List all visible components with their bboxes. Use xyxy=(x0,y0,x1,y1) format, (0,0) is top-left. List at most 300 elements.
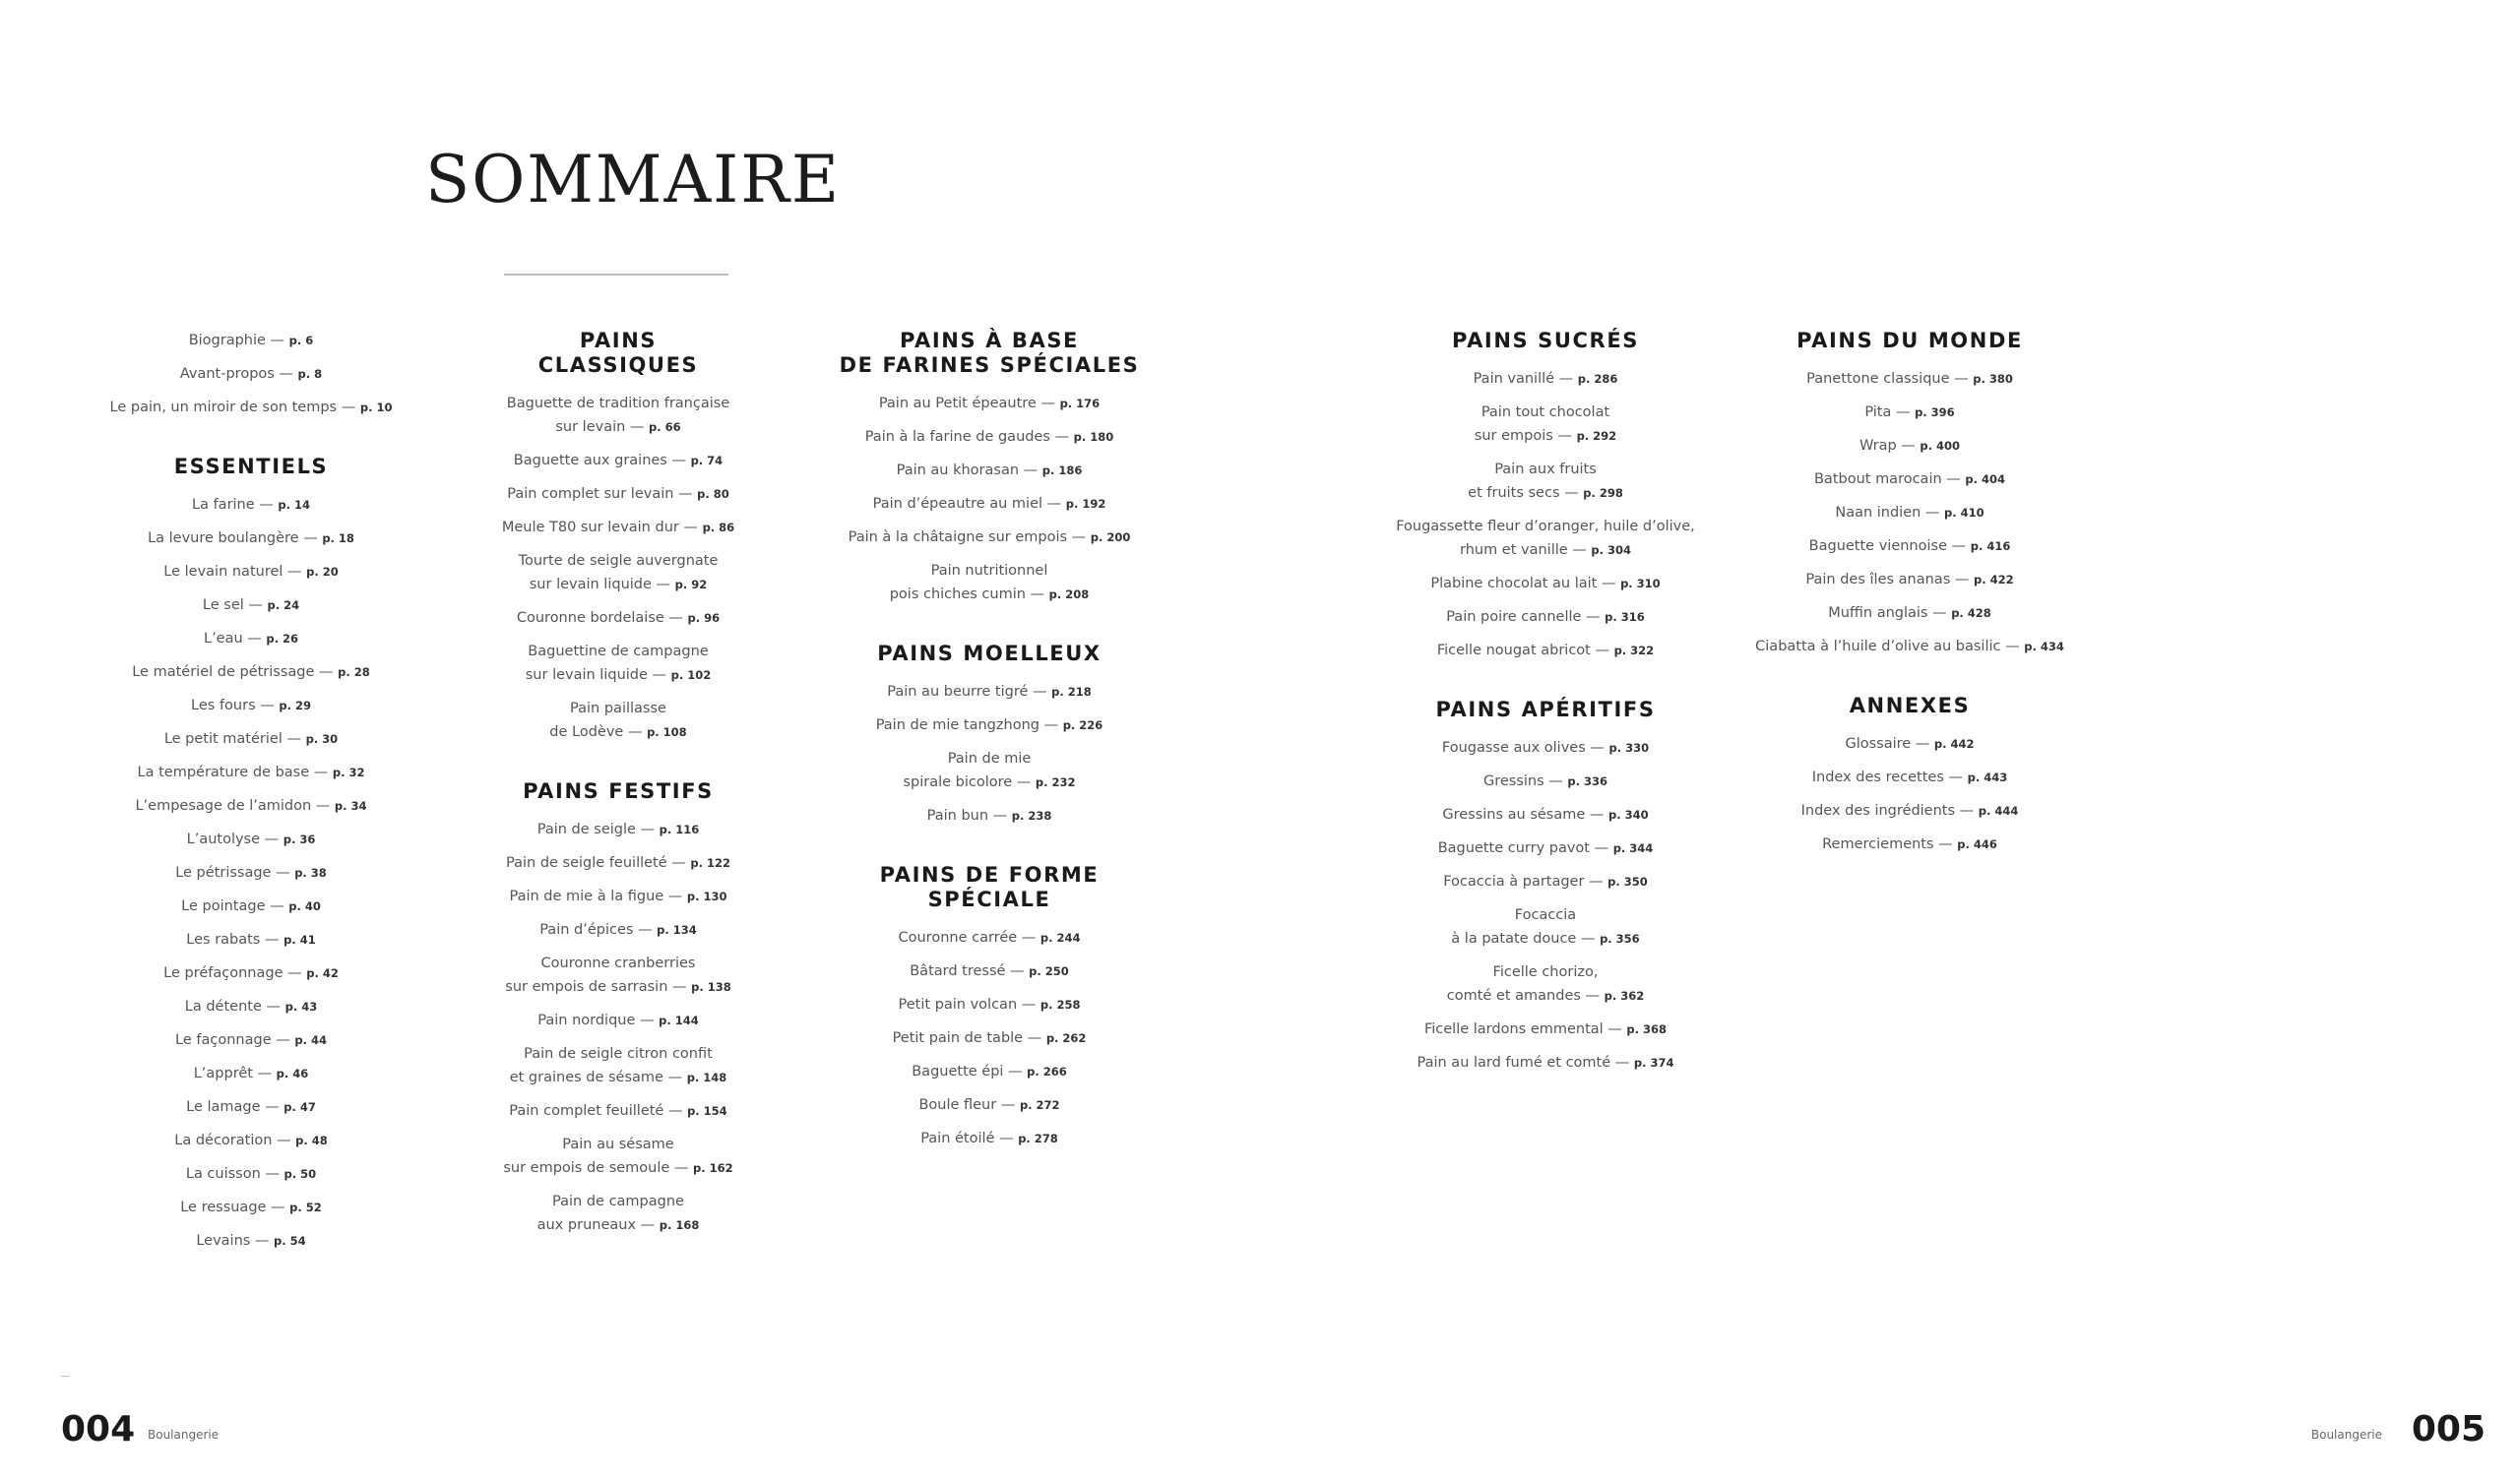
toc-entry xyxy=(103,828,399,851)
toc-entry xyxy=(103,694,399,717)
entry-page-ref: p. 278 xyxy=(1018,1132,1058,1145)
entry-page-ref: p. 74 xyxy=(690,454,724,467)
entry-title: Pain au sésame xyxy=(562,1137,674,1152)
entry-page-ref: p. 43 xyxy=(284,1000,318,1014)
entry-title: Pain au khorasan xyxy=(896,463,1020,478)
toc-entry xyxy=(832,713,1147,737)
entry-page-ref: p. 54 xyxy=(274,1234,306,1248)
entry-title-line: Baguette viennoise — p. 416 xyxy=(1808,538,2011,554)
entry-title-line: de Lodève — p. 108 xyxy=(549,724,687,740)
entry-title-line: Pain au beurre tigré — p. 218 xyxy=(887,684,1092,700)
entry-page-ref: p. 262 xyxy=(1045,1031,1087,1045)
entry-title: Baguette aux graines xyxy=(513,453,667,468)
entry-title: spirale bicolore xyxy=(903,774,1013,790)
entry-page-ref: p. 116 xyxy=(659,823,700,836)
entry-page-ref: p. 186 xyxy=(1041,463,1083,477)
entry-title: L’eau xyxy=(203,631,243,647)
entry-title: Ciabatta à l’huile d’olive au basilic xyxy=(1755,639,2001,654)
entry-title: Pain de mie tangzhong xyxy=(875,717,1040,733)
entry-page-ref: p. 396 xyxy=(1915,405,1955,419)
section-heading-line: PAINS xyxy=(579,329,658,352)
entry-title: Pain bun xyxy=(926,808,989,824)
entry-page-ref: p. 336 xyxy=(1567,774,1607,788)
toc-column-1 xyxy=(103,329,399,1288)
toc-entry xyxy=(1378,458,1713,505)
toc-entry xyxy=(1378,836,1713,860)
section-heading-line: ESSENTIELS xyxy=(173,455,329,478)
entry-title-line: Pain bun — p. 238 xyxy=(926,808,1052,824)
entry-title-line: Remerciements — p. 446 xyxy=(1822,836,1997,852)
entry-title: Gressins au sésame xyxy=(1442,807,1586,823)
entry-page-ref: p. 42 xyxy=(306,966,339,980)
section-heading xyxy=(832,329,1147,378)
toc-section xyxy=(1742,694,2077,856)
toc-entry xyxy=(471,885,766,908)
entry-title: Pain étoilé xyxy=(920,1131,995,1146)
entry-title: Pain de mie à la figue xyxy=(509,889,664,904)
entry-title: sur levain xyxy=(555,419,626,435)
entry-title-line: sur levain liquide — p. 102 xyxy=(525,667,712,683)
entry-title-line: Bâtard tressé — p. 250 xyxy=(910,963,1069,979)
entry-title-line: Le pointage — p. 40 xyxy=(181,898,321,914)
entry-page-ref: p. 192 xyxy=(1065,497,1106,511)
toc-entry xyxy=(832,804,1147,828)
entry-page-ref: p. 226 xyxy=(1062,718,1103,732)
section-heading xyxy=(1742,694,2077,718)
toc-column-2 xyxy=(471,329,766,1272)
entry-title: Focaccia à partager xyxy=(1443,874,1585,890)
entry-title-line: Pain de mie à la figue — p. 130 xyxy=(509,889,727,904)
entry-title-line: Les rabats — p. 41 xyxy=(186,932,316,948)
section-heading-line: PAINS À BASE xyxy=(899,329,1080,352)
entry-page-ref: p. 86 xyxy=(702,521,735,534)
entry-title: Meule T80 sur levain dur xyxy=(501,520,679,535)
entry-page-ref: p. 30 xyxy=(305,732,339,746)
entry-title-line: Biographie — p. 6 xyxy=(188,333,314,348)
entry-title: Baguette curry pavot xyxy=(1437,840,1590,856)
toc-entry xyxy=(103,961,399,985)
toc-entry xyxy=(1742,568,2077,591)
entry-page-ref: p. 400 xyxy=(1920,439,1961,453)
toc-entry xyxy=(1742,467,2077,491)
section-heading-line: CLASSIQUES xyxy=(537,353,699,377)
entry-page-ref: p. 130 xyxy=(686,890,727,903)
entry-title-line: Petit pain volcan — p. 258 xyxy=(898,997,1081,1013)
toc-entry xyxy=(103,362,399,386)
toc-entry xyxy=(1378,605,1713,629)
entry-title: Bâtard tressé xyxy=(910,963,1006,979)
section-heading xyxy=(832,863,1147,912)
entry-title: L’autolyse xyxy=(186,832,261,847)
entry-title-line: Pain à la châtaigne sur empois — p. 200 xyxy=(848,529,1131,545)
toc-entry xyxy=(471,1133,766,1180)
entry-title: et fruits secs xyxy=(1468,485,1560,501)
section-heading-line: SPÉCIALE xyxy=(927,888,1051,911)
entry-title-line: Couronne bordelaise — p. 96 xyxy=(516,610,721,626)
entry-page-ref: p. 340 xyxy=(1608,808,1649,822)
entry-title: Pain de mie xyxy=(947,751,1032,767)
entry-title-line xyxy=(1378,458,1713,481)
toc-entry xyxy=(471,392,766,439)
page-mark xyxy=(61,1376,69,1377)
entry-title: Tourte de seigle auvergnate xyxy=(518,553,719,569)
toc-entry xyxy=(1742,766,2077,789)
entry-page-ref: p. 304 xyxy=(1591,543,1632,557)
entry-title: Pain d’épeautre au miel xyxy=(872,496,1043,512)
toc-entry xyxy=(832,993,1147,1017)
section-heading xyxy=(832,642,1147,666)
section-heading-line: PAINS DE FORME xyxy=(879,863,1100,887)
entry-page-ref: p. 444 xyxy=(1978,804,2019,818)
toc-entry xyxy=(103,1062,399,1085)
entry-title: Ficelle chorizo, xyxy=(1492,964,1599,980)
entry-page-ref: p. 404 xyxy=(1965,472,2005,486)
toc-entry xyxy=(1378,770,1713,793)
entry-title: sur levain liquide xyxy=(525,667,648,683)
toc-entry xyxy=(832,459,1147,482)
entry-title-line xyxy=(1378,515,1713,538)
entry-title-line xyxy=(471,1042,766,1066)
entry-page-ref: p. 272 xyxy=(1019,1098,1060,1112)
entry-title: Muffin anglais xyxy=(1828,605,1928,621)
toc-entry xyxy=(103,727,399,751)
entry-title-line: L’autolyse — p. 36 xyxy=(186,832,316,847)
entry-title: Le petit matériel xyxy=(163,731,283,747)
entry-page-ref: p. 28 xyxy=(338,665,370,679)
toc-entry xyxy=(471,1042,766,1089)
entry-title: Biographie xyxy=(188,333,266,348)
entry-page-ref: p. 108 xyxy=(647,725,687,739)
toc-entry xyxy=(1378,903,1713,951)
toc-entry xyxy=(1742,601,2077,625)
entry-page-ref: p. 322 xyxy=(1613,644,1655,657)
entry-title: sur empois de sarrasin xyxy=(505,979,668,995)
entry-title-line: Le pain, un miroir de son temps — p. 10 xyxy=(109,400,393,415)
entry-title-line xyxy=(1378,960,1713,984)
entry-title-line: Pain complet sur levain — p. 80 xyxy=(507,486,729,502)
entry-page-ref: p. 362 xyxy=(1604,989,1645,1003)
entry-title-line: La farine — p. 14 xyxy=(192,497,310,513)
entry-page-ref: p. 154 xyxy=(687,1104,727,1118)
entry-page-ref: p. 134 xyxy=(657,923,697,937)
entry-page-ref: p. 26 xyxy=(266,632,298,646)
section-heading xyxy=(103,455,399,479)
toc-entry xyxy=(103,794,399,818)
entry-page-ref: p. 434 xyxy=(2024,640,2064,653)
entry-title-line: spirale bicolore — p. 232 xyxy=(903,774,1076,790)
entry-page-ref: p. 443 xyxy=(1967,771,2008,784)
entry-title: La température de base xyxy=(137,765,310,780)
toc-section xyxy=(103,329,399,419)
entry-title-line: Pain de seigle feuilleté — p. 122 xyxy=(506,855,730,871)
toc-entry xyxy=(1378,1051,1713,1075)
entry-page-ref: p. 122 xyxy=(690,856,730,870)
entry-title-line xyxy=(471,952,766,975)
entry-title-line: La température de base — p. 32 xyxy=(137,765,365,780)
entry-title-line: aux pruneaux — p. 168 xyxy=(536,1217,700,1233)
entry-title-line: Pita — p. 396 xyxy=(1864,404,1955,420)
entry-title: Fougasse aux olives xyxy=(1441,740,1586,756)
toc-entry xyxy=(832,926,1147,950)
entry-page-ref: p. 416 xyxy=(1970,539,2011,553)
toc-entry xyxy=(832,392,1147,415)
entry-title: Panettone classique xyxy=(1806,371,1950,387)
entry-page-ref: p. 138 xyxy=(691,980,731,994)
entry-title: Ficelle lardons emmental xyxy=(1423,1021,1604,1037)
entry-title-line xyxy=(471,1190,766,1213)
toc-section xyxy=(1742,329,2077,658)
entry-title: Pain tout chocolat xyxy=(1480,404,1610,420)
toc-entry xyxy=(103,560,399,584)
entry-title-line: sur empois de semoule — p. 162 xyxy=(503,1160,733,1176)
toc-entry xyxy=(1742,833,2077,856)
entry-title-line: Pain étoilé — p. 278 xyxy=(920,1131,1058,1146)
section-heading-line: ANNEXES xyxy=(1849,694,1971,717)
entry-title: Pain à la châtaigne sur empois xyxy=(848,529,1068,545)
entry-title: Pain de seigle citron confit xyxy=(524,1046,713,1062)
entry-title-line: Focaccia à partager — p. 350 xyxy=(1443,874,1648,890)
entry-title-line xyxy=(471,640,766,663)
entry-page-ref: p. 36 xyxy=(283,833,316,846)
entry-title-line: Le lamage — p. 47 xyxy=(186,1099,316,1115)
entry-title: La décoration xyxy=(174,1133,273,1148)
entry-page-ref: p. 144 xyxy=(659,1014,699,1027)
entry-title: Petit pain de table xyxy=(892,1030,1024,1046)
entry-title-line: Batbout marocain — p. 404 xyxy=(1813,471,2005,487)
entry-title: Index des ingrédients xyxy=(1800,803,1956,819)
entry-page-ref: p. 368 xyxy=(1626,1022,1668,1036)
toc-entry xyxy=(1742,799,2077,823)
entry-title: Pain aux fruits xyxy=(1494,462,1597,477)
entry-title-line: sur empois — p. 292 xyxy=(1474,428,1617,444)
toc-entry xyxy=(471,549,766,596)
toc-entry xyxy=(1742,534,2077,558)
entry-title-line: Meule T80 sur levain dur — p. 86 xyxy=(501,520,735,535)
entry-title: Le levain naturel xyxy=(163,564,284,580)
section-heading-line: DE FARINES SPÉCIALES xyxy=(839,353,1140,377)
toc-entry xyxy=(471,1009,766,1032)
entry-title: Pain nordique xyxy=(537,1013,636,1028)
entry-title: de Lodève xyxy=(549,724,624,740)
entry-page-ref: p. 32 xyxy=(332,766,365,779)
entry-title: Ficelle nougat abricot xyxy=(1436,643,1591,658)
entry-page-ref: p. 298 xyxy=(1583,486,1623,500)
entry-title-line: L’empesage de l’amidon — p. 34 xyxy=(135,798,367,814)
entry-page-ref: p. 10 xyxy=(359,401,393,414)
toc-entry xyxy=(832,680,1147,704)
entry-title: La cuisson xyxy=(185,1166,261,1182)
toc-entry xyxy=(103,1095,399,1119)
entry-title: Couronne cranberries xyxy=(540,956,696,971)
entry-title-line: Gressins au sésame — p. 340 xyxy=(1442,807,1649,823)
entry-title: Baguettine de campagne xyxy=(528,644,709,659)
entry-title-line: Fougasse aux olives — p. 330 xyxy=(1441,740,1650,756)
section-heading-line: PAINS MOELLEUX xyxy=(877,642,1102,665)
entry-title: Pain complet feuilleté xyxy=(509,1103,664,1119)
entry-title: Couronne bordelaise xyxy=(516,610,664,626)
entry-page-ref: p. 180 xyxy=(1073,430,1114,444)
entry-title: Le pétrissage xyxy=(175,865,272,881)
entry-title: et graines de sésame xyxy=(509,1070,663,1085)
entry-title-line: Index des ingrédients — p. 444 xyxy=(1800,803,2019,819)
toc-entry xyxy=(1378,367,1713,391)
entry-title-line: Les fours — p. 29 xyxy=(191,698,311,713)
entry-page-ref: p. 330 xyxy=(1608,741,1650,755)
right-running-title: Boulangerie xyxy=(2310,1428,2382,1442)
toc-entry xyxy=(1742,401,2077,424)
toc-entry xyxy=(1742,434,2077,458)
left-running-title: Boulangerie xyxy=(148,1428,220,1442)
toc-section xyxy=(103,455,399,1253)
entry-title: Boule fleur xyxy=(918,1097,997,1113)
toc-entry xyxy=(103,1162,399,1186)
entry-page-ref: p. 238 xyxy=(1011,809,1052,823)
entry-page-ref: p. 92 xyxy=(674,578,708,591)
entry-title: Pain au beurre tigré xyxy=(887,684,1029,700)
entry-title: Pain de seigle xyxy=(536,822,636,837)
entry-title: Fougassette fleur d’oranger, huile d’olive, xyxy=(1396,519,1695,534)
entry-page-ref: p. 14 xyxy=(278,498,310,512)
entry-page-ref: p. 292 xyxy=(1576,429,1617,443)
toc-entry xyxy=(103,329,399,352)
entry-page-ref: p. 200 xyxy=(1090,530,1131,544)
entry-title: Le ressuage xyxy=(180,1200,267,1215)
toc-entry xyxy=(103,396,399,419)
toc-column-5 xyxy=(1742,329,2077,892)
section-heading-line: PAINS APÉRITIFS xyxy=(1435,698,1656,721)
entry-title: Pain vanillé xyxy=(1473,371,1555,387)
entry-title-line: Muffin anglais — p. 428 xyxy=(1828,605,1991,621)
entry-title-line: et graines de sésame — p. 148 xyxy=(509,1070,727,1085)
toc-entry xyxy=(832,559,1147,606)
entry-page-ref: p. 374 xyxy=(1633,1056,1674,1070)
entry-title-line: La cuisson — p. 50 xyxy=(185,1166,317,1182)
entry-title: Naan indien xyxy=(1835,505,1922,521)
toc-entry xyxy=(471,606,766,630)
entry-title-line: L’eau — p. 26 xyxy=(203,631,298,647)
toc-entry xyxy=(471,697,766,744)
toc-entry xyxy=(103,1028,399,1052)
entry-page-ref: p. 162 xyxy=(693,1161,733,1175)
entry-page-ref: p. 8 xyxy=(297,367,323,381)
title-divider xyxy=(504,274,728,276)
entry-title-line: Pain au lard fumé et comté — p. 374 xyxy=(1417,1055,1674,1071)
toc-entry xyxy=(832,1093,1147,1117)
entry-page-ref: p. 316 xyxy=(1605,610,1645,624)
entry-title-line: Boule fleur — p. 272 xyxy=(918,1097,1060,1113)
toc-entry xyxy=(471,1190,766,1237)
entry-title-line: Le pétrissage — p. 38 xyxy=(175,865,327,881)
entry-title: Avant-propos xyxy=(179,366,275,382)
entry-title-line: Le façonnage — p. 44 xyxy=(175,1032,327,1048)
entry-page-ref: p. 244 xyxy=(1040,931,1081,945)
entry-title-line: Pain des îles ananas — p. 422 xyxy=(1805,572,2014,587)
entry-title-line: Pain de seigle — p. 116 xyxy=(536,822,700,837)
entry-title: Pain d’épices xyxy=(539,922,634,938)
toc-entry xyxy=(471,952,766,999)
entry-title: à la patate douce xyxy=(1451,931,1577,947)
entry-title: Les fours xyxy=(191,698,256,713)
entry-title-line: Pain d’épices — p. 134 xyxy=(539,922,697,938)
entry-page-ref: p. 380 xyxy=(1973,372,2013,386)
entry-title-line xyxy=(471,549,766,573)
entry-page-ref: p. 24 xyxy=(267,598,300,612)
entry-title-line: sur levain liquide — p. 92 xyxy=(529,577,708,592)
toc-entry xyxy=(832,747,1147,794)
toc-entry xyxy=(103,995,399,1018)
entry-page-ref: p. 208 xyxy=(1048,587,1090,601)
entry-title-line: La détente — p. 43 xyxy=(184,999,318,1015)
toc-entry xyxy=(1378,870,1713,894)
entry-title: Baguette de tradition française xyxy=(506,396,730,411)
entry-title-line: Petit pain de table — p. 262 xyxy=(892,1030,1087,1046)
entry-title: Les rabats xyxy=(186,932,261,948)
entry-title: Focaccia xyxy=(1514,907,1577,923)
entry-title-line: Couronne carrée — p. 244 xyxy=(898,930,1081,946)
toc-section xyxy=(1378,698,1713,1075)
entry-title: Plabine chocolat au lait xyxy=(1430,576,1598,591)
entry-title: Baguette épi xyxy=(912,1064,1004,1080)
entry-title-line: Ficelle lardons emmental — p. 368 xyxy=(1423,1021,1668,1037)
entry-title: Pain au lard fumé et comté xyxy=(1417,1055,1611,1071)
toc-section xyxy=(471,779,766,1237)
entry-title: Pain à la farine de gaudes xyxy=(864,429,1050,445)
entry-title: Le sel xyxy=(202,597,244,613)
entry-title-line: Pain à la farine de gaudes — p. 180 xyxy=(864,429,1114,445)
entry-title: Le matériel de pétrissage xyxy=(132,664,315,680)
entry-page-ref: p. 176 xyxy=(1059,397,1101,410)
entry-title-line: et fruits secs — p. 298 xyxy=(1468,485,1623,501)
entry-title-line: à la patate douce — p. 356 xyxy=(1451,931,1640,947)
entry-title-line xyxy=(1378,903,1713,927)
entry-title-line: Baguette épi — p. 266 xyxy=(912,1064,1067,1080)
entry-title-line: Glossaire — p. 442 xyxy=(1845,736,1975,752)
entry-page-ref: p. 410 xyxy=(1944,506,1984,520)
entry-page-ref: p. 356 xyxy=(1600,932,1640,946)
entry-title-line: Levains — p. 54 xyxy=(196,1233,306,1249)
entry-page-ref: p. 80 xyxy=(697,487,729,501)
entry-title-line: Le levain naturel — p. 20 xyxy=(163,564,339,580)
entry-page-ref: p. 102 xyxy=(670,668,712,682)
entry-page-ref: p. 442 xyxy=(1933,737,1975,751)
toc-entry xyxy=(1742,732,2077,756)
toc-entry xyxy=(1378,960,1713,1008)
entry-page-ref: p. 310 xyxy=(1620,577,1661,590)
entry-title-line: Le sel — p. 24 xyxy=(202,597,300,613)
entry-title: Pain au Petit épeautre xyxy=(878,396,1037,411)
entry-page-ref: p. 96 xyxy=(687,611,721,625)
toc-entry xyxy=(1378,803,1713,827)
toc-entry xyxy=(471,1099,766,1123)
section-heading xyxy=(471,329,766,378)
entry-title-line: Naan indien — p. 410 xyxy=(1835,505,1984,521)
entry-page-ref: p. 6 xyxy=(288,334,314,347)
entry-title: Le façonnage xyxy=(175,1032,272,1048)
toc-entry xyxy=(103,660,399,684)
toc-entry xyxy=(1742,635,2077,658)
section-heading-line: PAINS SUCRÉS xyxy=(1452,329,1639,352)
entry-title-line xyxy=(1378,401,1713,424)
entry-title-line: La décoration — p. 48 xyxy=(174,1133,328,1148)
toc-section xyxy=(471,329,766,744)
toc-entry xyxy=(103,761,399,784)
entry-title: comté et amandes xyxy=(1446,988,1581,1004)
page-title: SOMMAIRE xyxy=(425,142,842,217)
toc-entry xyxy=(103,493,399,517)
entry-title-line: pois chiches cumin — p. 208 xyxy=(889,586,1090,602)
entry-page-ref: p. 41 xyxy=(284,933,316,947)
toc-entry xyxy=(1378,1018,1713,1041)
